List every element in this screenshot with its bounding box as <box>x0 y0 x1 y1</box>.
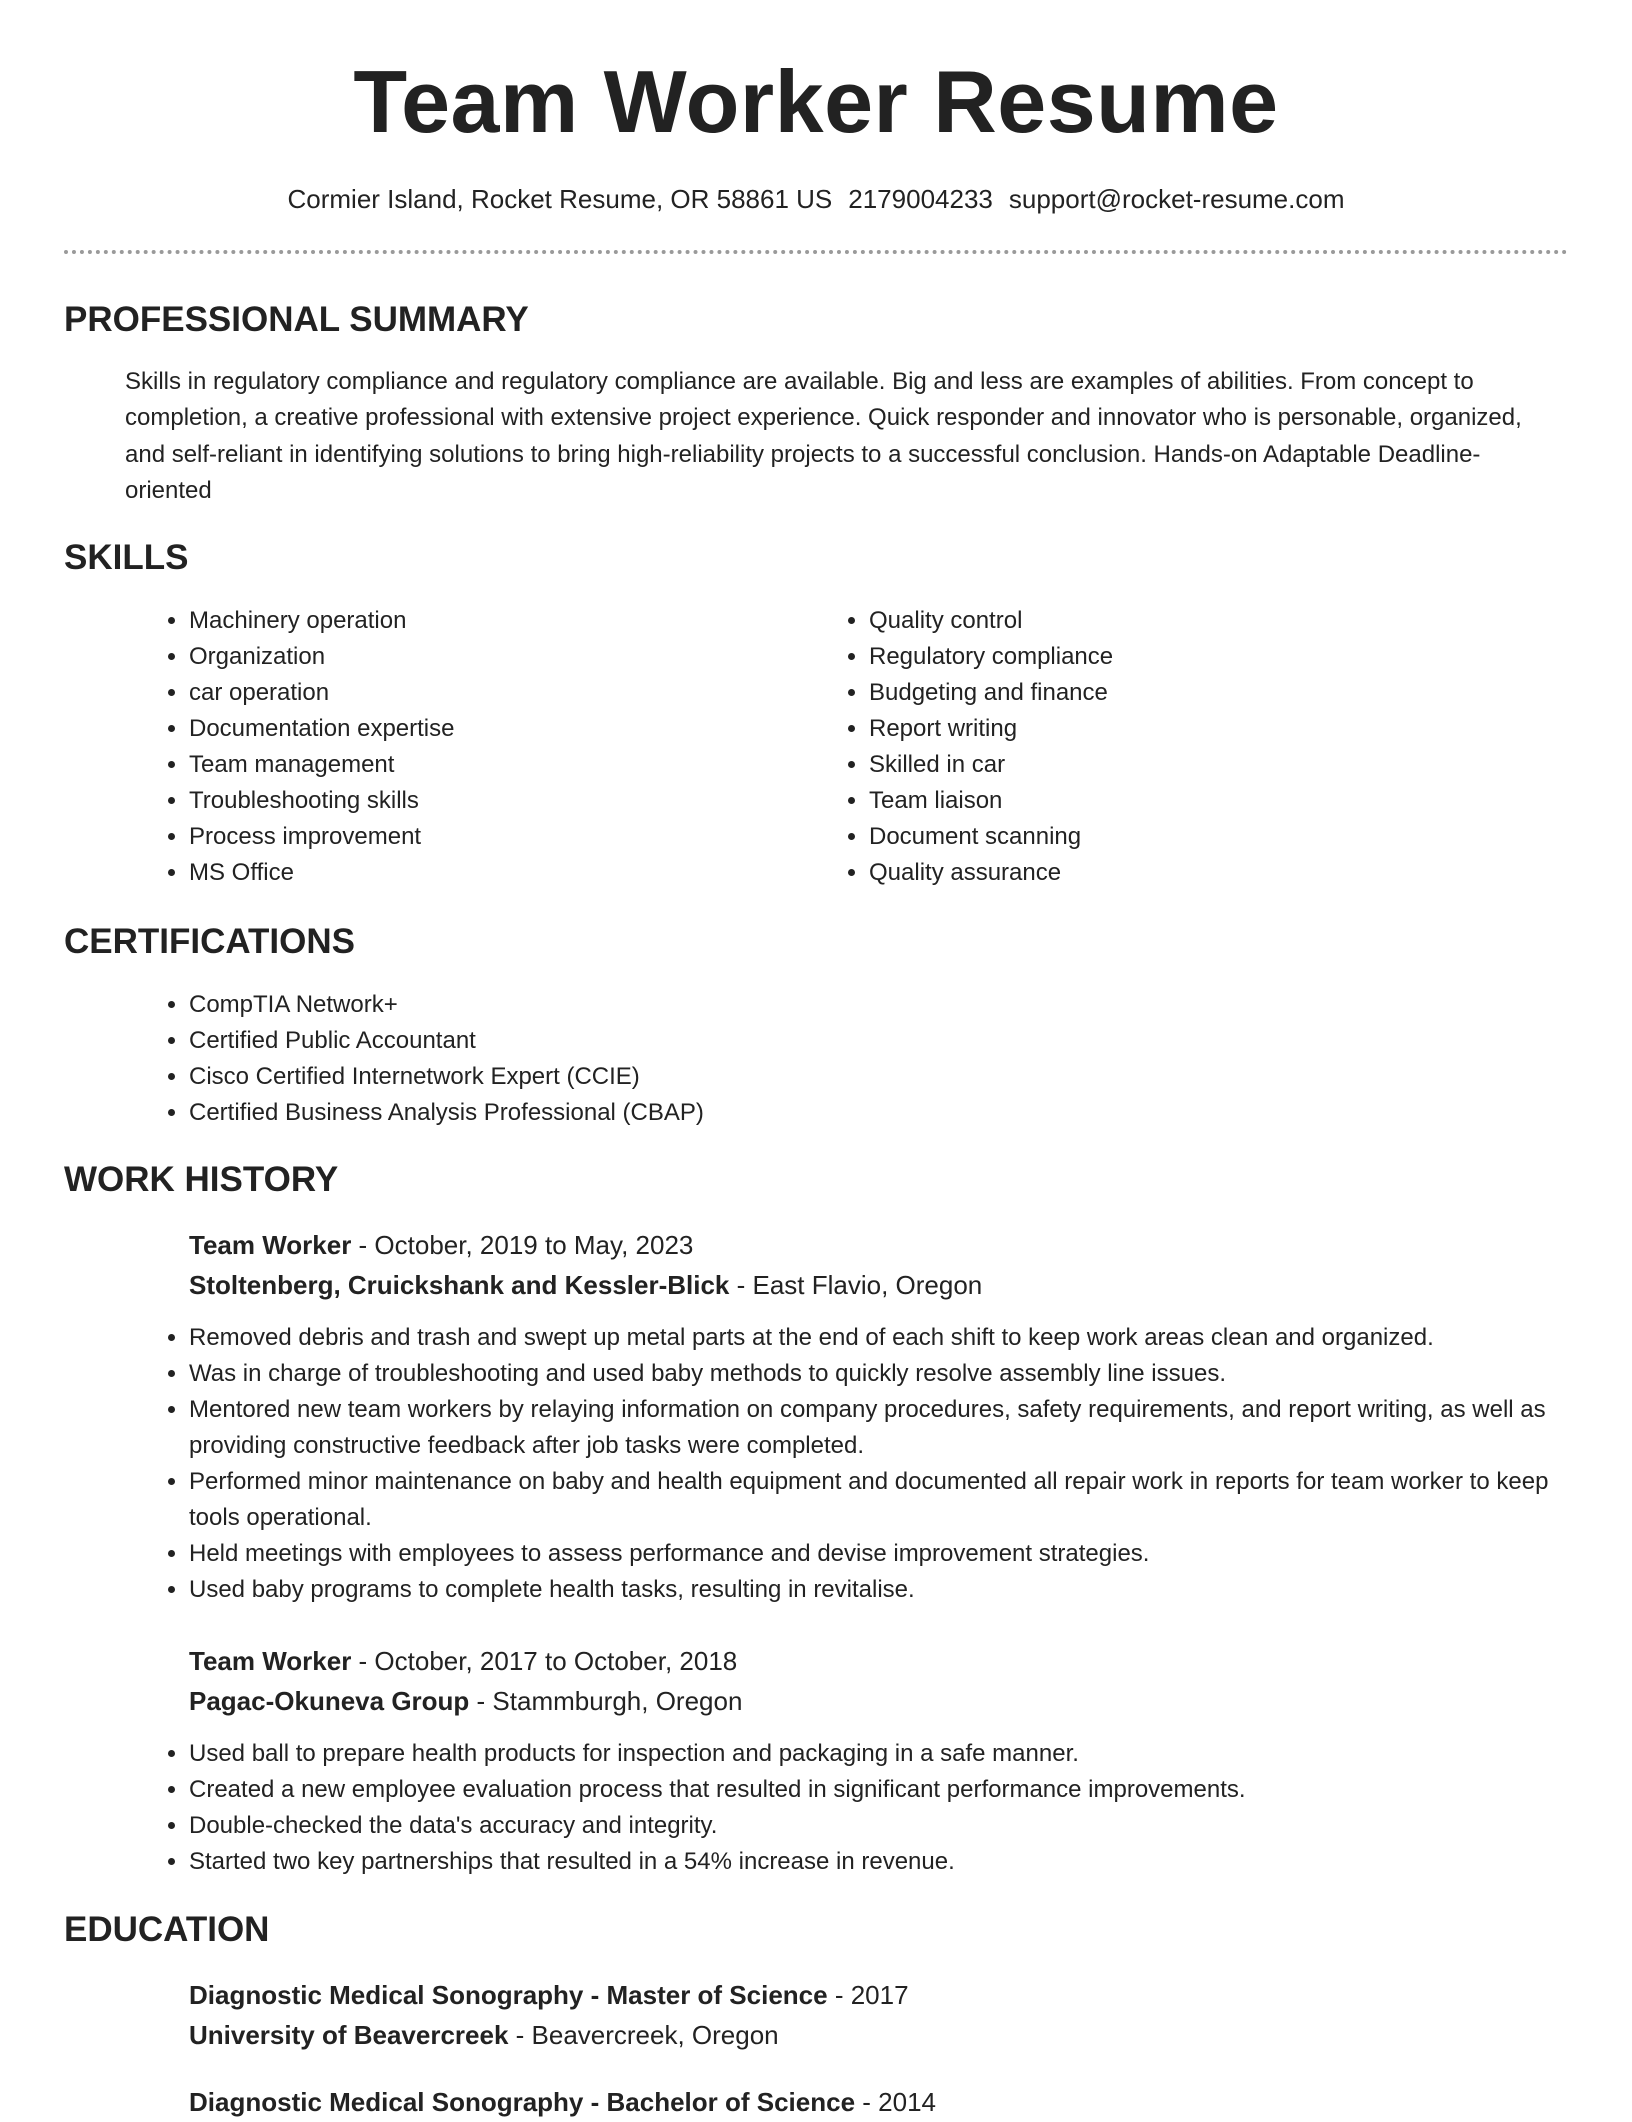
skill-item: • Quality control <box>869 603 1509 639</box>
job-company-line <box>189 1265 1569 1305</box>
skill-item: • Skilled in car <box>869 747 1509 783</box>
job-bullet: • Removed debris and trash and swept up metal parts at the end of each shift to keep work areas clean and organized. <box>189 1320 1569 1356</box>
certification-item: • Cisco Certified Internetwork Expert (CCIE) <box>189 1059 1569 1095</box>
skill-item: • Machinery operation <box>189 603 829 639</box>
contact-line <box>0 182 1632 216</box>
certifications-list <box>189 987 1569 1131</box>
skill-item: • Process improvement <box>189 819 829 855</box>
contact-phone: 2179004233 <box>848 184 993 214</box>
job-title-line <box>189 1641 1569 1681</box>
resume-title: Team Worker Resume <box>353 52 1279 151</box>
contact-address: Cormier Island, Rocket Resume, OR 58861 US <box>287 184 833 214</box>
summary-heading: PROFESSIONAL SUMMARY <box>64 300 529 339</box>
job-bullets <box>189 1320 1569 1608</box>
contact-email[interactable]: support@rocket-resume.com <box>1008 184 1345 214</box>
skill-item: • Troubleshooting skills <box>189 783 829 819</box>
education-school: University of Beavercreek <box>189 2020 509 2050</box>
education-year: - 2017 <box>827 1980 909 2010</box>
skills-right-column <box>869 603 1509 891</box>
job-location: - Stammburgh, Oregon <box>469 1686 743 1716</box>
education-degree-line <box>189 2082 1569 2122</box>
skill-item: • car operation <box>189 675 829 711</box>
education-location: - Beavercreek, Oregon <box>508 2020 779 2050</box>
job-location: - East Flavio, Oregon <box>729 1270 983 1300</box>
work-history-section <box>64 1158 1568 1202</box>
education-degree: Diagnostic Medical Sonography - Bachelor of Science <box>189 2087 856 2117</box>
job-entry <box>189 1225 1569 1305</box>
skills-section <box>64 536 1568 580</box>
job-company: Stoltenberg, Cruickshank and Kessler-Blick <box>189 1270 730 1300</box>
work-history-heading: WORK HISTORY <box>64 1160 339 1199</box>
education-entry <box>189 1975 1569 2055</box>
skill-item: • Team liaison <box>869 783 1509 819</box>
job-bullet: • Held meetings with employees to assess performance and devise improvement strategies. <box>189 1536 1569 1572</box>
skill-item: • Budgeting and finance <box>869 675 1509 711</box>
education-section <box>64 1908 1568 1952</box>
job-bullet: • Mentored new team workers by relaying information on company procedures, safety requirements, and report writing, as well as providing constructive feedback after job tasks were completed. <box>189 1392 1569 1464</box>
skill-item: • Quality assurance <box>869 855 1509 891</box>
job-bullet: • Created a new employee evaluation process that resulted in significant performance improvements. <box>189 1772 1569 1808</box>
education-degree-line <box>189 1975 1569 2015</box>
summary-text: Skills in regulatory compliance and regulatory compliance are available. Big and less are examples of abilities. From concept to completion, a creative professional with extensive project experience. Quick responder and innovator who is personable, organized, and self-reliant in identifying solutions to bring high-reliability projects to a successful conclusion. Hands-on Adaptable Deadline-oriented <box>125 368 1522 504</box>
job-bullet: • Double-checked the data's accuracy and integrity. <box>189 1808 1569 1844</box>
job-bullet: • Used ball to prepare health products for inspection and packaging in a safe manner. <box>189 1736 1569 1772</box>
education-heading: EDUCATION <box>64 1910 270 1949</box>
header-divider <box>64 250 1568 254</box>
job-title-line <box>189 1225 1569 1265</box>
certification-item: • Certified Business Analysis Professional (CBAP) <box>189 1095 1569 1131</box>
education-school-line <box>189 2015 1569 2055</box>
job-bullet: • Was in charge of troubleshooting and used baby methods to quickly resolve assembly line issues. <box>189 1356 1569 1392</box>
job-bullet: • Used baby programs to complete health tasks, resulting in revitalise. <box>189 1572 1569 1608</box>
summary-section <box>64 298 1568 342</box>
certifications-heading: CERTIFICATIONS <box>64 922 356 961</box>
education-entry <box>189 2082 1569 2122</box>
certifications-section <box>64 920 1568 964</box>
job-bullet: • Started two key partnerships that resulted in a 54% increase in revenue. <box>189 1844 1569 1880</box>
job-company-line <box>189 1681 1569 1721</box>
skill-item: • Regulatory compliance <box>869 639 1509 675</box>
skill-item: • Team management <box>189 747 829 783</box>
job-bullet: • Performed minor maintenance on baby and health equipment and documented all repair work in reports for team worker to keep tools operational. <box>189 1464 1569 1536</box>
skill-item: • Document scanning <box>869 819 1509 855</box>
job-role: Team Worker <box>189 1230 352 1260</box>
skills-heading: SKILLS <box>64 538 189 577</box>
education-degree: Diagnostic Medical Sonography - Master of Science <box>189 1980 828 2010</box>
skill-item: • Report writing <box>869 711 1509 747</box>
certification-item: • Certified Public Accountant <box>189 1023 1569 1059</box>
job-dates: - October, 2019 to May, 2023 <box>351 1230 694 1260</box>
skills-left-column <box>189 603 829 891</box>
job-bullets <box>189 1736 1569 1880</box>
skill-item: • MS Office <box>189 855 829 891</box>
job-dates: - October, 2017 to October, 2018 <box>351 1646 738 1676</box>
job-company: Pagac-Okuneva Group <box>189 1686 470 1716</box>
education-year: - 2014 <box>855 2087 936 2117</box>
job-role: Team Worker <box>189 1646 352 1676</box>
skill-item: • Documentation expertise <box>189 711 829 747</box>
job-entry <box>189 1641 1569 1721</box>
certification-item: • CompTIA Network+ <box>189 987 1569 1023</box>
skill-item: • Organization <box>189 639 829 675</box>
